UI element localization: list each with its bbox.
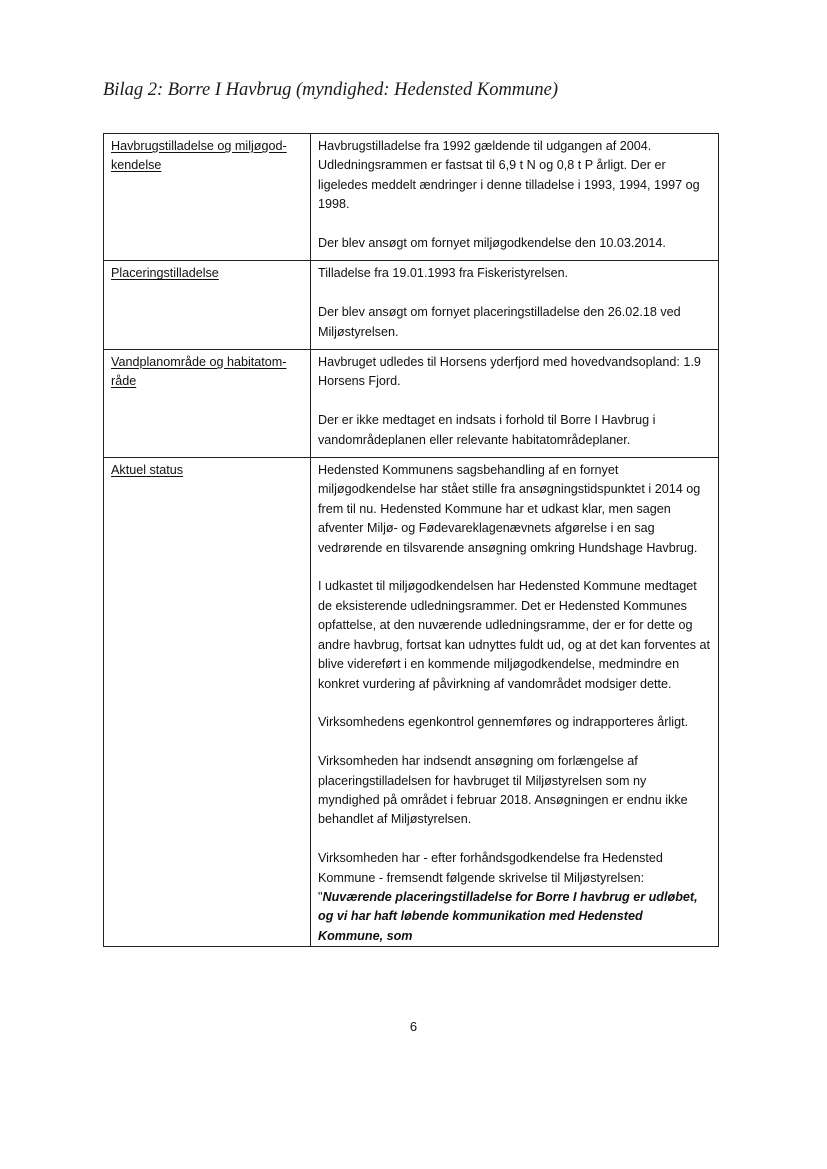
- paragraph: I udkastet til miljøgodkendelsen har Hedensted Kommune medtaget de eksisterende udledningsrammer. Det er Hedensted Kommunes opfattelse, at den nuværende udledningsramme, der er for dette og andre havbrug, fortsat kan udnyttes fuldt ud, og at det kan forventes at blive videreført i en kommende miljøgodkendelse, medmindre en konkret vurdering af påvirkning af vandområdet modsiger dette.: [318, 579, 711, 691]
- paragraph: Virksomhedens egenkontrol gennemføres og indrapporteres årligt.: [318, 715, 689, 730]
- row-label-water-plan: Vandplanområde og habitatom-råde: [111, 355, 287, 389]
- row-label-placement: Placeringstilladelse: [111, 266, 219, 281]
- row-value-cell: [311, 350, 719, 458]
- paragraph-quote: [318, 849, 711, 946]
- row-label-cell: [104, 458, 311, 947]
- permit-table: [103, 133, 719, 947]
- paragraph: Hedensted Kommunens sagsbehandling af en fornyet miljøgodkendelse har stået stille fra ansøgningstidspunktet i 2014 og frem til nu. Hedensted Kommune har et udkast klar, men sagen afventer Miljø- og Fødevareklagenævnets afgørelse i en sag vedrørende en tilsvarende ansøgning omkring Hundshage Havbrug.: [318, 463, 701, 555]
- quote-intro: Virksomheden har - efter forhåndsgodkendelse fra Hedensted Kommune - fremsendt følgende skrivelse til Miljøstyrelsen: ": [318, 851, 663, 904]
- paragraph: Der blev ansøgt om fornyet miljøgodkendelse den 10.03.2014.: [318, 236, 666, 251]
- row-label-permit: Havbrugstilladelse og miljøgod-kendelse: [111, 139, 287, 173]
- paragraph: Der er ikke medtaget en indsats i forhold til Borre I Havbrug i vandområdeplanen eller relevante habitatområdeplaner.: [318, 413, 656, 447]
- row-label-status: Aktuel status: [111, 463, 184, 478]
- table-row: [104, 134, 719, 261]
- paragraph: Tilladelse fra 19.01.1993 fra Fiskeristyrelsen.: [318, 266, 569, 281]
- table-row: [104, 458, 719, 947]
- page-title: Bilag 2: Borre I Havbrug (myndighed: Hedensted Kommune): [103, 80, 559, 100]
- quote-text: Nuværende placeringstilladelse for Borre I havbrug er udløbet, og vi har haft løbende kommunikation med Hedensted Kommune, som: [318, 889, 698, 943]
- table-row: [104, 350, 719, 458]
- row-value-cell: [311, 261, 719, 350]
- paragraph: Der blev ansøgt om fornyet placeringstilladelse den 26.02.18 ved Miljøstyrelsen.: [318, 305, 681, 339]
- paragraph: Havbruget udledes til Horsens yderfjord med hovedvandsopland: 1.9 Horsens Fjord.: [318, 355, 701, 389]
- paragraph: Havbrugstilladelse fra 1992 gældende til udgangen af 2004. Udledningsrammen er fastsat til 6,9 t N og 0,8 t P årligt. Der er ligeledes meddelt ændringer i denne tilladelse i 1993, 1994, 1997 og 1998.: [318, 139, 700, 212]
- page-number: 6: [409, 1019, 418, 1034]
- table-row: [104, 261, 719, 350]
- row-label-cell: [104, 134, 311, 261]
- row-value-cell: [311, 458, 719, 947]
- paragraph: Virksomheden har indsendt ansøgning om forlængelse af placeringstilladelsen for havbruget til Miljøstyrelsen som ny myndighed på området i februar 2018. Ansøgningen er endnu ikke behandlet af Miljøstyrelsen.: [318, 754, 688, 827]
- row-label-cell: [104, 350, 311, 458]
- row-label-cell: [104, 261, 311, 350]
- row-value-cell: [311, 134, 719, 261]
